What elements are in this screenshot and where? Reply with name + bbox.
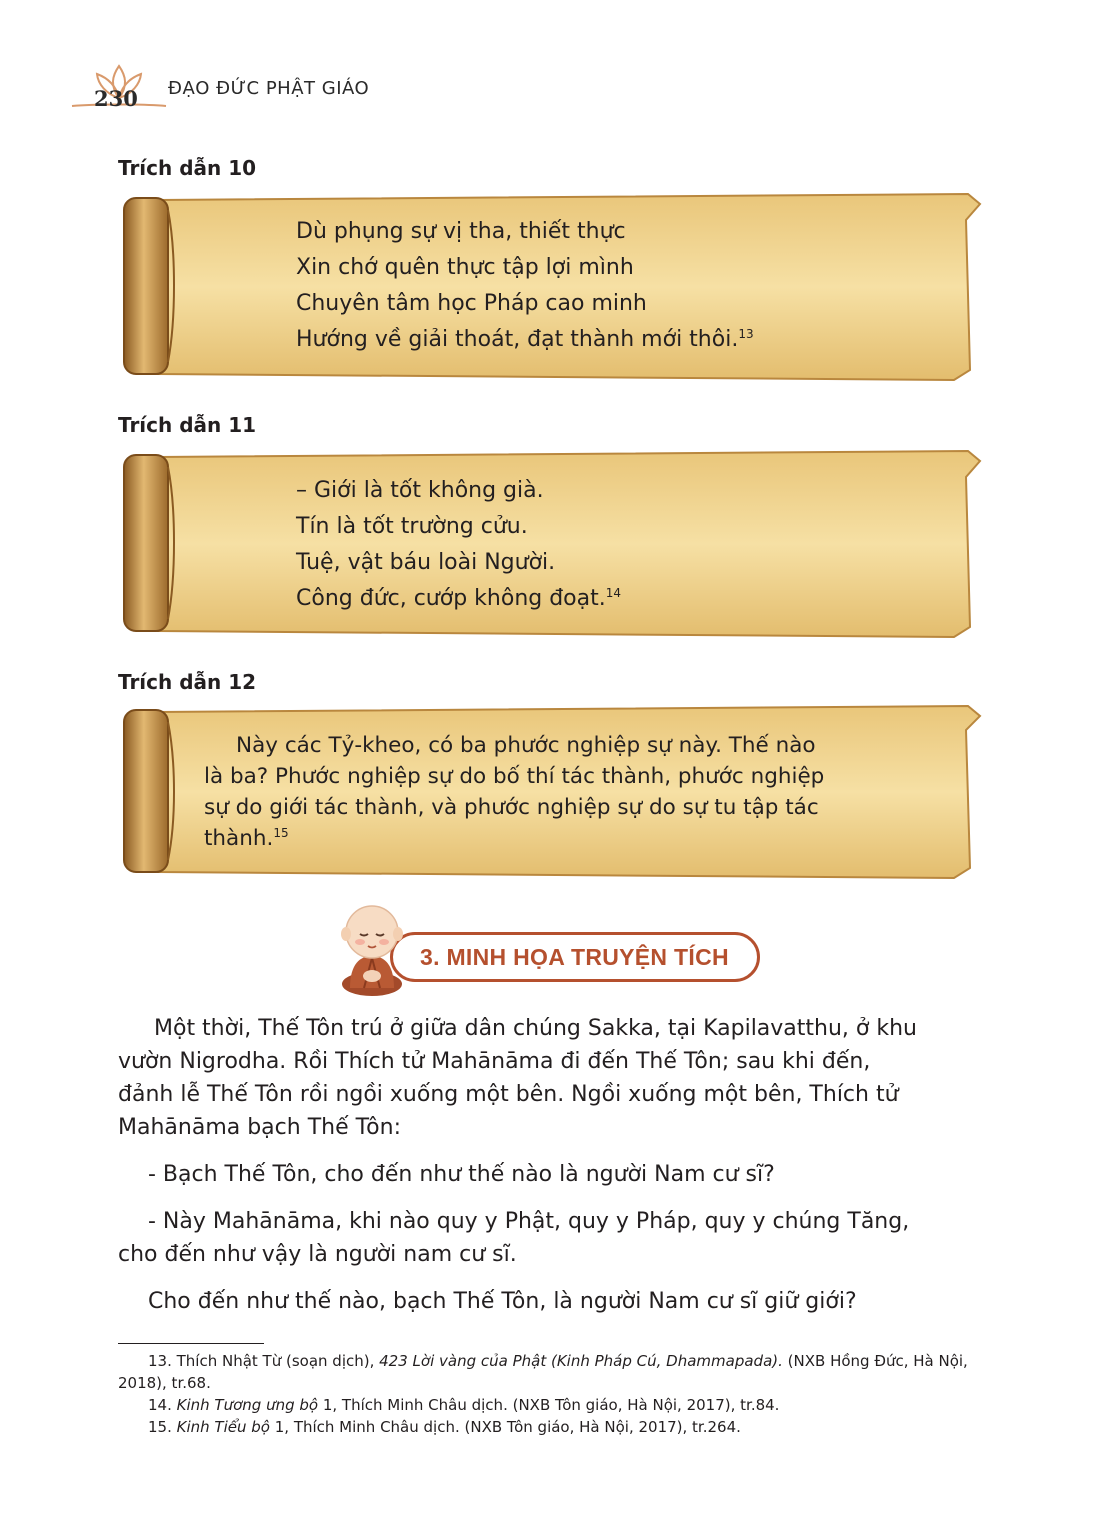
parchment-scroll (118, 702, 986, 880)
quote-line: Chuyên tâm học Pháp cao minh (296, 291, 647, 316)
quote-line: sự do giới tác thành, và phước nghiệp sự do sự tu tập tác (204, 795, 819, 820)
section-title: 3. MINH HỌA TRUYỆN TÍCH (420, 944, 729, 970)
footnote (118, 1350, 998, 1394)
monk-icon (330, 900, 414, 1000)
story-line: vườn Nigrodha. Rồi Thích tử Mahānāma đi đến Thế Tôn; sau khi đến, (118, 1049, 871, 1074)
quote-line: – Giới là tốt không già. (296, 478, 544, 503)
story-line: cho đến như vậy là người nam cư sĩ. (118, 1242, 517, 1267)
section-heading (330, 900, 770, 1000)
footnote-ref: 14 (605, 586, 622, 600)
footnote-text: Thích Nhật Từ (soạn dịch), (171, 1352, 380, 1370)
footnote-title: Kinh Tương ưng bộ (176, 1396, 319, 1414)
footnote (118, 1394, 998, 1416)
footnote-ref: 13 (738, 327, 754, 341)
story-dialogue: Cho đến như thế nào, bạch Thế Tôn, là người Nam cư sĩ giữ giới? (148, 1289, 857, 1314)
story-line: Một thời, Thế Tôn trú ở giữa dân chúng Sakka, tại Kapilavatthu, ở khu (154, 1016, 917, 1041)
footnote-text: 1, Thích Minh Châu dịch. (NXB Tôn giáo, Hà Nội, 2017), tr.264. (269, 1418, 741, 1436)
footnote (118, 1416, 998, 1438)
story-line: đảnh lễ Thế Tôn rồi ngồi xuống một bên. Ngồi xuống một bên, Thích tử (118, 1082, 899, 1107)
quote-line: Dù phụng sự vị tha, thiết thực (296, 219, 626, 244)
story-body (118, 1012, 998, 1318)
story-dialogue: - Bạch Thế Tôn, cho đến như thế nào là người Nam cư sĩ? (148, 1162, 775, 1187)
story-dialogue (118, 1205, 998, 1271)
quote-text (204, 730, 824, 854)
quote-label: Trích dẫn 12 (118, 670, 257, 694)
footnotes (118, 1350, 998, 1438)
footnote-number: 14. (148, 1396, 172, 1414)
footnote-number: 15. (148, 1418, 172, 1436)
parchment-scroll (118, 447, 986, 639)
quote-text (296, 473, 621, 617)
footnote-text: 1, Thích Minh Châu dịch. (NXB Tôn giáo, Hà Nội, 2017), tr.84. (318, 1396, 780, 1414)
quote-line: Tín là tốt trường cửu. (296, 514, 528, 539)
quote-line: Công đức, cướp không đoạt. (296, 586, 606, 611)
footnote-number: 13. (148, 1352, 172, 1370)
quote-line: Tuệ, vật báu loài Người. (296, 550, 556, 575)
story-paragraph (118, 1012, 998, 1144)
quote-line: Xin chớ quên thực tập lợi mình (296, 255, 634, 280)
story-line: Mahānāma bạch Thế Tôn: (118, 1115, 401, 1140)
story-line: - Này Mahānāma, khi nào quy y Phật, quy y Pháp, quy y chúng Tăng, (148, 1209, 910, 1234)
parchment-scroll (118, 190, 986, 382)
page-number: 230 (94, 86, 138, 111)
footnote-divider (118, 1343, 264, 1344)
quote-line: Hướng về giải thoát, đạt thành mới thôi. (296, 327, 739, 352)
quote-line: là ba? Phước nghiệp sự do bố thí tác thành, phước nghiệp (204, 764, 825, 789)
footnote-ref: 15 (273, 826, 289, 840)
quote-text (296, 214, 754, 358)
footnote-title: Kinh Tiểu bộ (176, 1418, 270, 1436)
quote-line: thành. (204, 826, 274, 851)
footnote-title: 423 Lời vàng của Phật (Kinh Pháp Cú, Dhammapada). (379, 1352, 783, 1370)
page-header (64, 60, 484, 120)
quote-line: Này các Tỷ-kheo, có ba phước nghiệp sự này. Thế nào (236, 733, 816, 758)
quote-label: Trích dẫn 11 (118, 413, 257, 437)
book-title: ĐẠO ĐỨC PHẬT GIÁO (168, 78, 370, 99)
footnote-text: (NXB Hồng Đức, Hà Nội, 2018), tr.68. (118, 1352, 968, 1392)
quote-label: Trích dẫn 10 (118, 156, 257, 180)
